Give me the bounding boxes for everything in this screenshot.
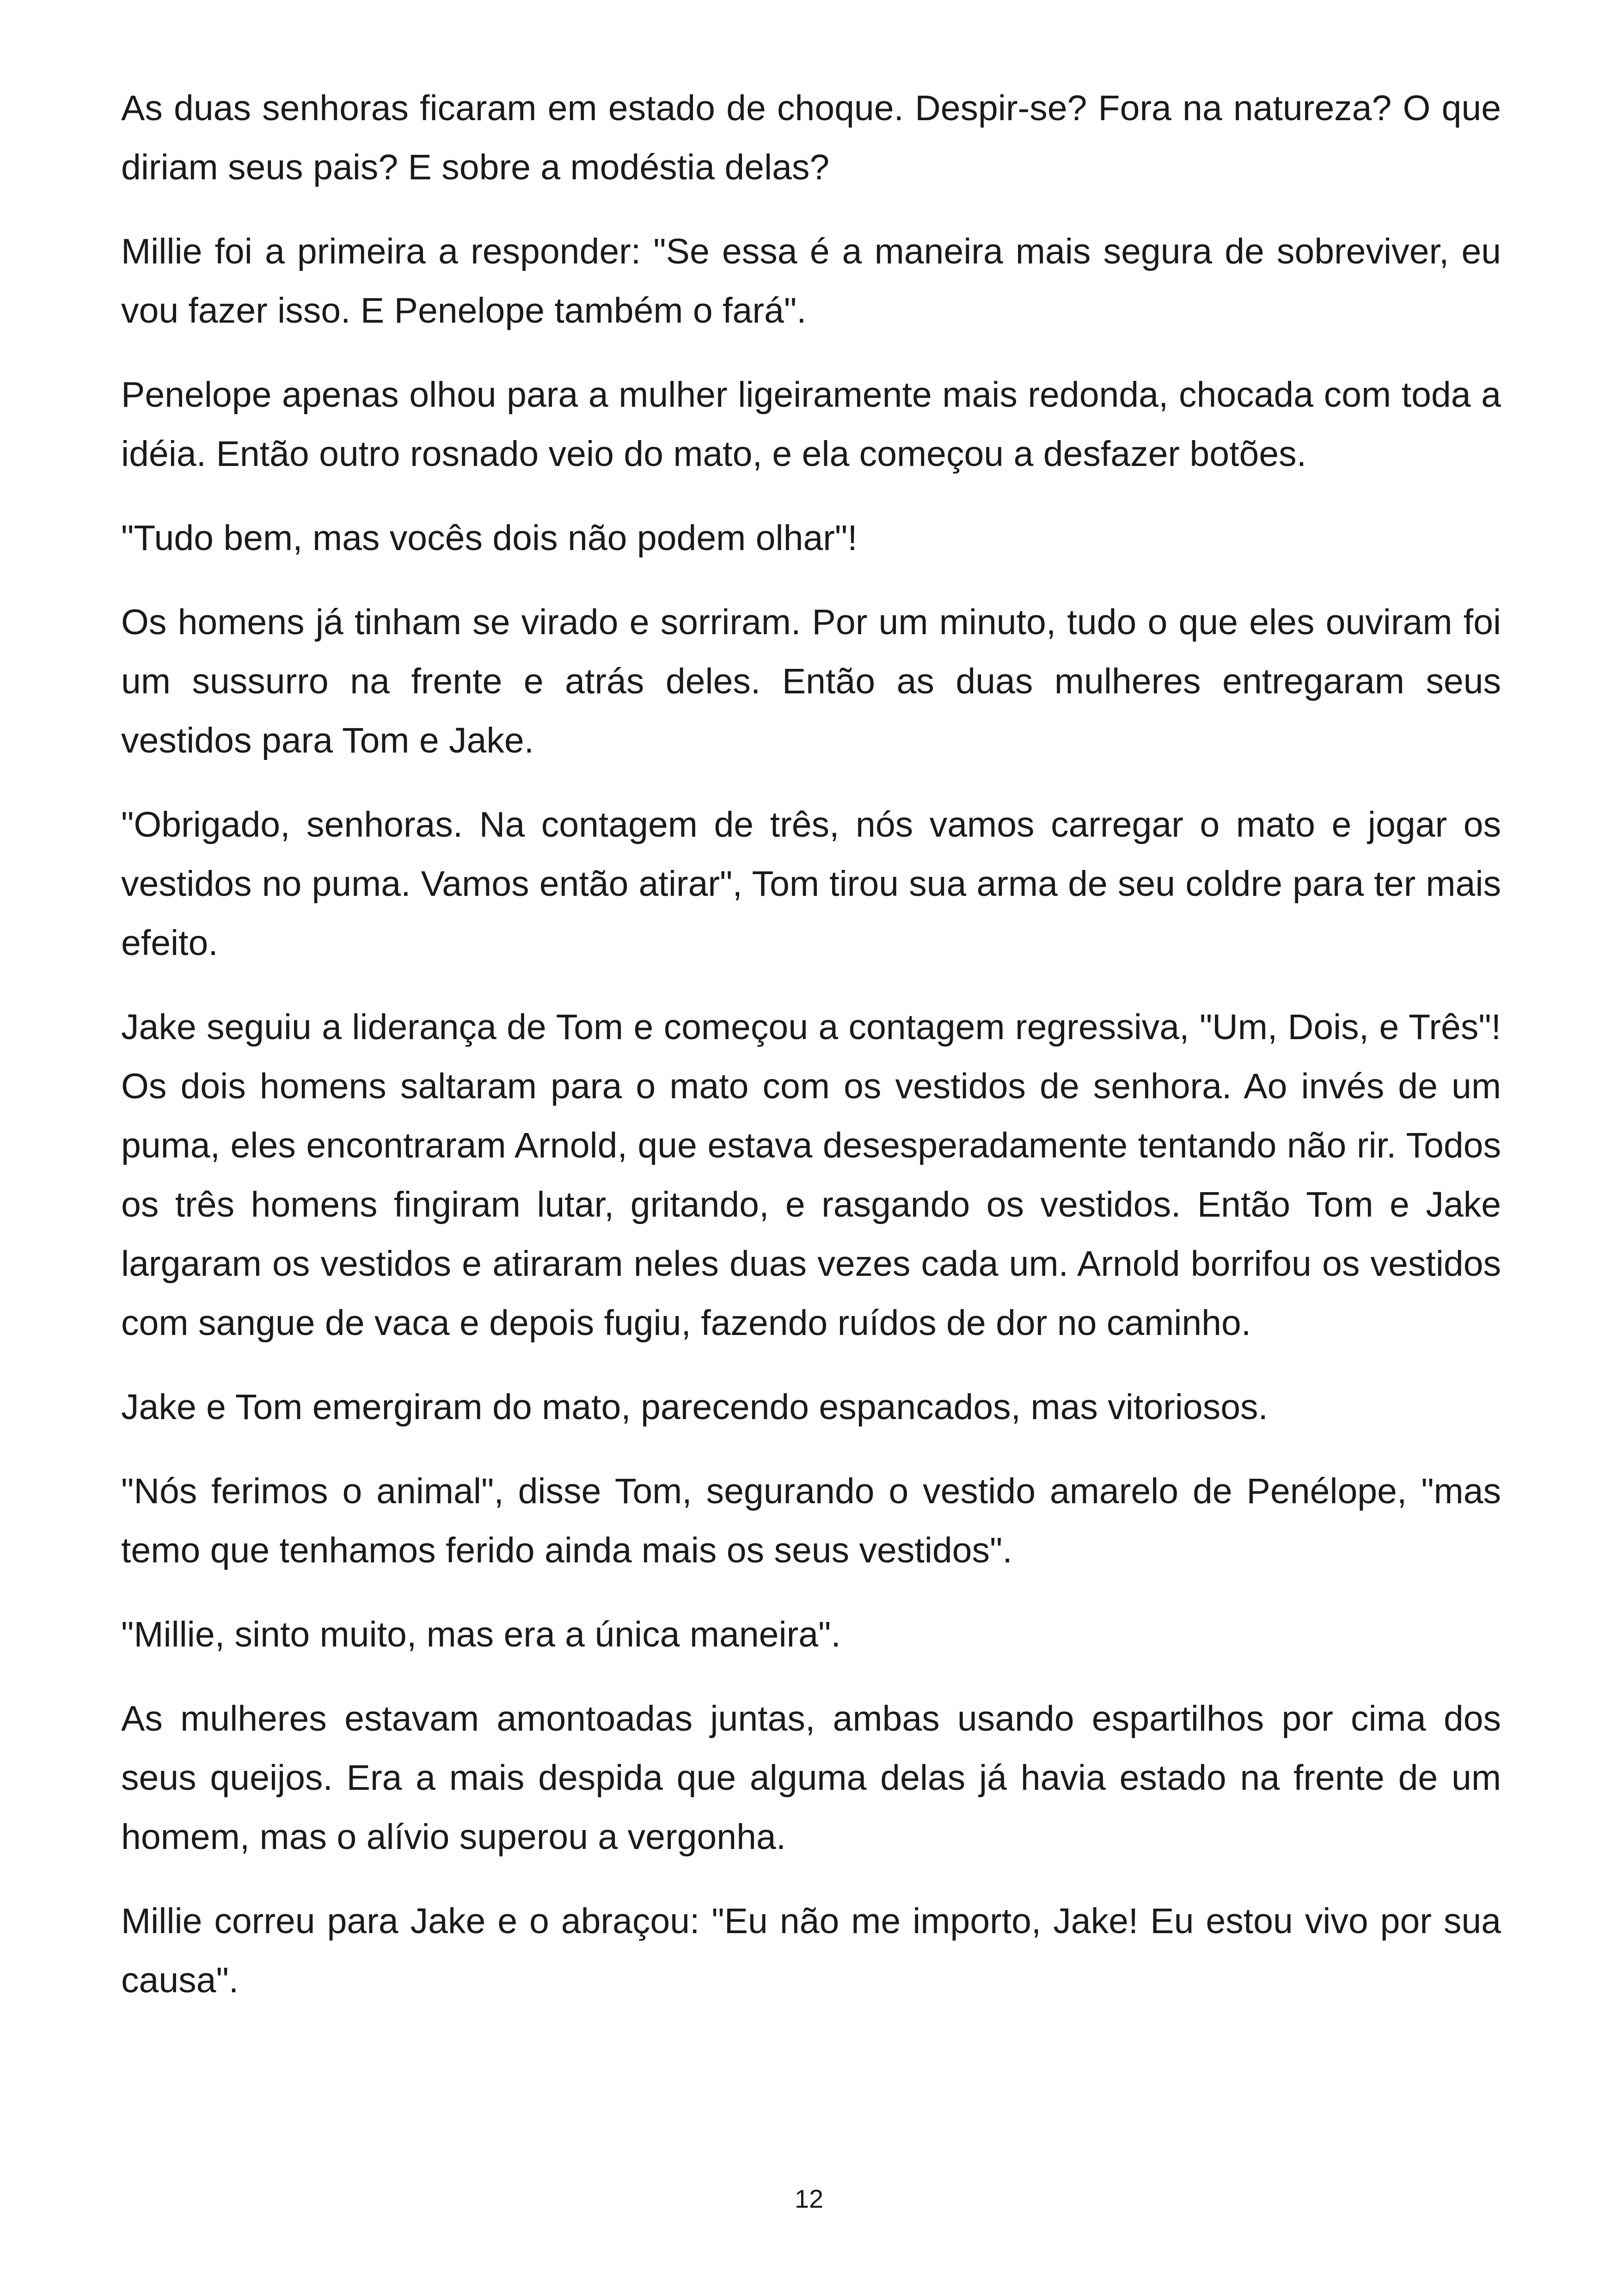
paragraph: As mulheres estavam amontoadas juntas, ambas usando espartilhos por cima dos seus queijos. Era a mais despida que alguma delas já havia estado na frente de um homem, mas o alívio superou a vergonha. — [121, 1699, 1501, 1857]
paragraph: Penelope apenas olhou para a mulher ligeiramente mais redonda, chocada com toda a idéia. Então outro rosnado veio do mato, e ela começou a desfazer botões. — [121, 375, 1501, 474]
paragraph: Os homens já tinham se virado e sorriram. Por um minuto, tudo o que eles ouviram foi um sussurro na frente e atrás deles. Então as duas mulheres entregaram seus vestidos para Tom e Jake. — [121, 602, 1501, 760]
paragraph: "Nós ferimos o animal", disse Tom, segurando o vestido amarelo de Penélope, "mas temo que tenhamos ferido ainda mais os seus vestidos". — [121, 1471, 1501, 1570]
page-number: 12 — [794, 2184, 824, 2213]
paragraph: "Millie, sinto muito, mas era a única maneira". — [121, 1615, 841, 1654]
paragraph: Jake seguiu a liderança de Tom e começou a contagem regressiva, "Um, Dois, e Três"! Os dois homens saltaram para o mato com os vestidos de senhora. Ao invés de um puma, eles encontraram Arnold, que estava desesperadamente tentando não rir. Todos os três homens fingiram lutar, gritando, e rasgando os vestidos. Então Tom e Jake largaram os vestidos e atiraram neles duas vezes cada um. Arnold borrifou os vestidos com sangue de vaca e depois fugiu, fazendo ruídos de dor no caminho. — [121, 1007, 1501, 1343]
paragraph: Millie correu para Jake e o abraçou: "Eu não me importo, Jake! Eu estou vivo por sua causa". — [121, 1901, 1501, 2000]
paragraph: Millie foi a primeira a responder: "Se essa é a maneira mais segura de sobreviver, eu vou fazer isso. E Penelope também o fará". — [121, 232, 1501, 331]
paragraph: "Tudo bem, mas vocês dois não podem olhar"! — [121, 518, 858, 558]
paragraph: "Obrigado, senhoras. Na contagem de três, nós vamos carregar o mato e jogar os vestidos no puma. Vamos então atirar", Tom tirou sua arma de seu coldre para ter mais efeito. — [121, 805, 1501, 963]
paragraph: Jake e Tom emergiram do mato, parecendo espancados, mas vitoriosos. — [121, 1387, 1268, 1427]
paragraph: As duas senhoras ficaram em estado de choque. Despir-se? Fora na natureza? O que diriam seus pais? E sobre a modéstia delas? — [121, 88, 1501, 187]
page-body — [121, 79, 1501, 2035]
